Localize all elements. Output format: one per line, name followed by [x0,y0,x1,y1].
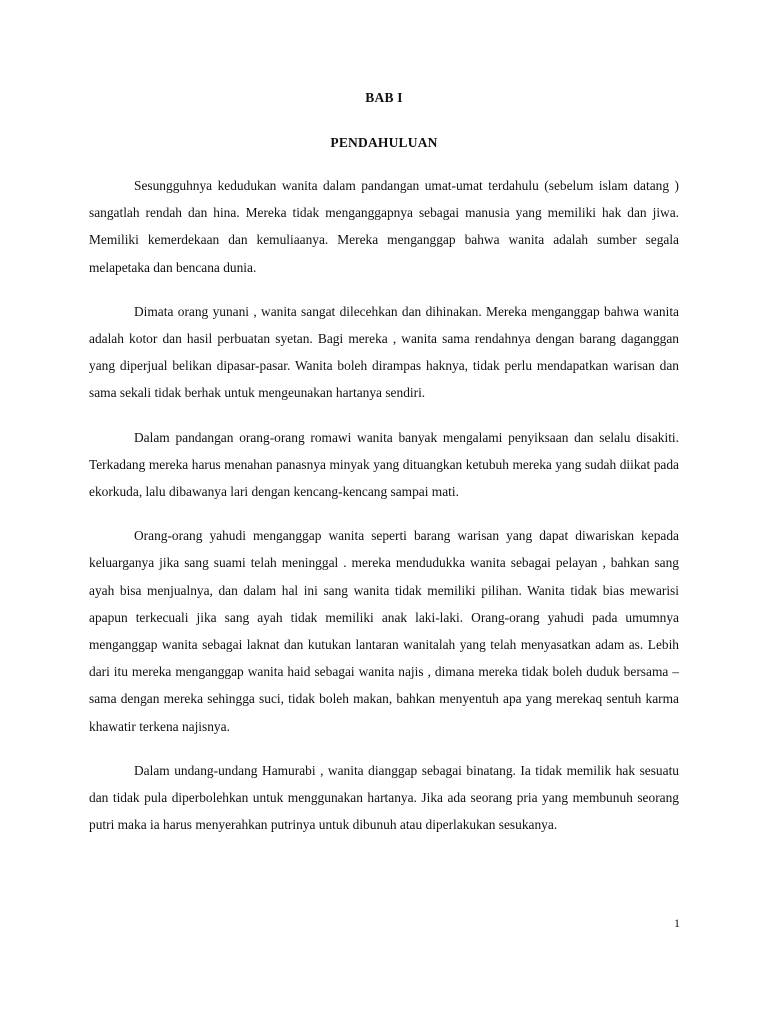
paragraph: Dalam pandangan orang-orang romawi wanita banyak mengalami penyiksaan dan selalu disakiti. Terkadang mereka harus menahan panasnya minyak yang dituangkan ketubuh mereka yang sudah diikat pada ekorkuda, lalu dibawanya lari dengan kencang-kencang sampai mati. [89,429,679,500]
paragraph: Sesungguhnya kedudukan wanita dalam pandangan umat-umat terdahulu (sebelum islam datang ) sangatlah rendah dan hina. Mereka tidak menganggapnya sebagai manusia yang memiliki hak dan jiwa. Memiliki kemerdekaan dan kemuliaanya. Mereka menganggap bahwa wanita adalah sumber segala melapetaka dan bencana dunia. [89,178,679,275]
chapter-title: PENDAHULUAN [330,135,438,150]
paragraph: Dimata orang yunani , wanita sangat dilecehkan dan dihinakan. Mereka menganggap bahwa wanita adalah kotor dan hasil perbuatan syetan. Bagi mereka , wanita sama rendahnya dengan barang daganggan yang diperjual belikan dipasar-pasar. Wanita boleh dirampas haknya, tidak perlu mendapatkan warisan dan sama sekali tidak berhak untuk mengeunakan hartanya sendiri. [89,303,679,401]
page-number: 1 [674,916,680,930]
paragraph: Dalam undang-undang Hamurabi , wanita dianggap sebagai binatang. Ia tidak memilik hak sesuatu dan tidak pula diperbolehkan untuk menggunakan hartanya. Jika ada seorang pria yang membunuh seorang putri maka ia harus menyerahkan putrinya untuk dibunuh atau diperlakukan sesukanya. [89,762,679,833]
body-text [89,172,679,855]
chapter-number: BAB I [365,90,403,105]
paragraph: Orang-orang yahudi menganggap wanita seperti barang warisan yang dapat diwariskan kepada keluarganya jika sang suami telah meninggal . mereka mendudukka wanita sebagai pelayan , bahkan sang ayah bisa menjualnya, dan dalam hal ini sang wanita tidak memiliki pilihan. Wanita tidak bias mewarisi apapun terkecuali jika sang ayah tidak memiliki anak laki-laki. Orang-orang yahudi pada umumnya menganggap wanita sebagai laknat dan kutukan lantaran wanitalah yang telah menyasatkan adam as. Lebih dari itu mereka menganggap wanita haid sebagai wanita najis , dimana mereka tidak boleh duduk bersama –sama dengan mereka sehingga suci, tidak boleh makan, bahkan menyentuh apa yang merekaq sentuh karma khawatir terkena najisnya. [89,528,679,734]
